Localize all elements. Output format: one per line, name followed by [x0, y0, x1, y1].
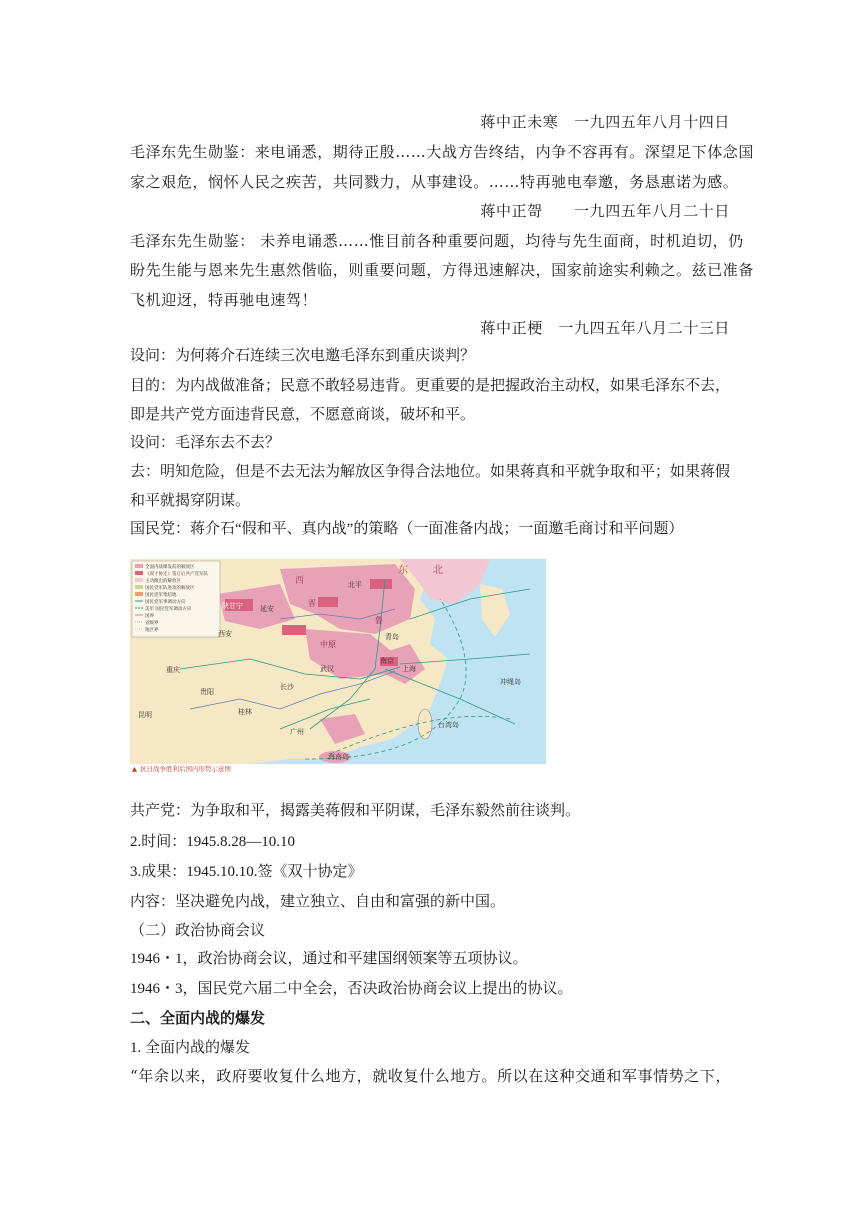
letter-3-line-3: 飞机迎迓，特再驰电速驾！ [130, 291, 318, 309]
legend-6: 美军 国民党军调动方向 [145, 607, 192, 612]
subheading-1: 1. 全面内战的爆发 [130, 1040, 251, 1056]
question-2: 设问：毛泽东去不去？ [130, 435, 281, 451]
letter-2-line-2: 家之艰危，悯怀人民之疾苦，共同戮力，从事建设。……特再驰电奉邀，务恳惠诺为感。 [130, 173, 739, 191]
label-changsha: 长沙 [280, 683, 294, 691]
stronghold-3 [370, 579, 392, 589]
label-okinawa: 冲绳岛 [500, 678, 521, 686]
label-taiwan: 台湾岛 [438, 721, 459, 729]
cpc-stance: 共产党：为争取和平，揭露美蒋假和平阴谋，毛泽东毅然前往谈判。 [130, 803, 581, 819]
map-caption: 抗日战争胜利后国内形势示意图 [140, 765, 231, 772]
quote-line: “年余以来，政府要收复什么地方，就收复什么地方。所以在这种交通和军事情势之下， [130, 1067, 732, 1085]
label-shanghai: 上海 [402, 665, 416, 673]
agreement-content: 内容：坚决避免内战，建立独立、自由和富强的新中国。 [130, 894, 506, 910]
label-xi: 西 [295, 576, 305, 586]
signature-3: 蒋中正梗 一九四五年八月二十三日 [480, 319, 730, 337]
label-guangzhou: 广州 [290, 728, 304, 736]
talks-time: 2.时间：1945.8.28—10.10 [130, 834, 296, 850]
label-dong: 东 [398, 565, 408, 576]
stronghold-4 [282, 625, 306, 635]
label-jin: 晋 [308, 599, 316, 608]
label-chongqing: 重庆 [166, 666, 180, 674]
label-nanjing: 南京 [380, 657, 394, 665]
label-beiping: 北平 [348, 581, 362, 589]
label-hainan: 海南岛 [328, 753, 349, 761]
pcc-item-2: 1946・3，国民党六届二中全会，否决政治协商会议上提出的协议。 [130, 981, 573, 997]
map-caption-marker: ▲ [132, 765, 137, 772]
answer-2-line-2: 和平就揭穿阴谋。 [130, 493, 251, 509]
label-yanan: 延安 [260, 605, 274, 613]
label-wuhan: 武汉 [320, 665, 334, 673]
letter-2-line-1: 毛泽东先生勋鉴：来电诵悉，期待正殷……大战方告终结，内争不容再有。深望足下体念国 [130, 143, 755, 161]
kmt-strategy: 国民党：蒋介石“假和平、真内战”的策略（一面准备内战；一面邀毛商讨和平问题） [130, 521, 684, 537]
label-bei: 北 [433, 565, 443, 576]
label-shaanganning: 陕甘宁 [222, 602, 243, 610]
pcc-item-1: 1946・1，政治协商会议，通过和平建国纲领案等五项协议。 [130, 951, 528, 967]
label-qingdao: 青岛 [385, 633, 399, 641]
talks-result: 3.成果：1945.10.10.签《双十协定》 [130, 864, 363, 880]
label-lu: 鲁 [375, 616, 383, 625]
letter-3-line-2: 盼先生能与恩来先生惠然偕临，则重要问题，方得迅速解决，国家前途实利赖之。兹已准备 [130, 261, 755, 279]
section-2-title: （二）政治协商会议 [130, 923, 266, 939]
legend-2: 主动撤出的解放区 [145, 579, 181, 584]
situation-map [130, 559, 546, 772]
answer-1-line-2: 即是共产党方面违背民意，不愿意商谈，破坏和平。 [130, 407, 476, 423]
legend-7: 国界 [145, 614, 154, 619]
signature-1: 蒋中正未寒 一九四五年八月十四日 [480, 113, 730, 131]
taiwan-island [418, 709, 432, 739]
question-1: 设问：为何蒋介石连续三次电邀毛泽东到重庆谈判？ [130, 348, 476, 364]
chapter-heading: 二、全面内战的爆发 [130, 1009, 266, 1027]
stronghold-2 [318, 597, 338, 607]
label-xian: 西安 [218, 630, 232, 638]
legend-9: 地区界 [145, 628, 159, 633]
legend-3: 国民党军队进攻的解放区 [145, 586, 195, 591]
label-kunming: 昆明 [138, 711, 152, 719]
legend-0: 全面内战爆发前的解放区 [145, 565, 195, 570]
letter-3-line-1: 毛泽东先生勋鉴： 未养电诵悉……惟目前各种重要问题，均待与先生面商，时机迫切，仍 [130, 232, 744, 250]
legend-1: 《双十协定》签订后共产党军队 [145, 572, 208, 577]
answer-2-line-1: 去：明知危险，但是不去无法为解放区争得合法地位。如果蒋真和平就争取和平；如果蒋假 [130, 464, 731, 480]
answer-1-line-1: 目的：为内战做准备；民意不敢轻易违背。更重要的是把握政治主动权，如果毛泽东不去， [130, 378, 731, 394]
legend-4: 国民党军集结地 [145, 593, 177, 598]
legend-8: 省级界 [145, 621, 159, 626]
legend-5: 国民党军事调动方向 [145, 600, 186, 605]
label-zhongyuan: 中原 [320, 640, 336, 649]
signature-2: 蒋中正哿 一九四五年八月二十日 [480, 202, 730, 220]
label-guilin: 桂林 [238, 708, 252, 716]
label-guiyang: 贵阳 [200, 688, 214, 696]
